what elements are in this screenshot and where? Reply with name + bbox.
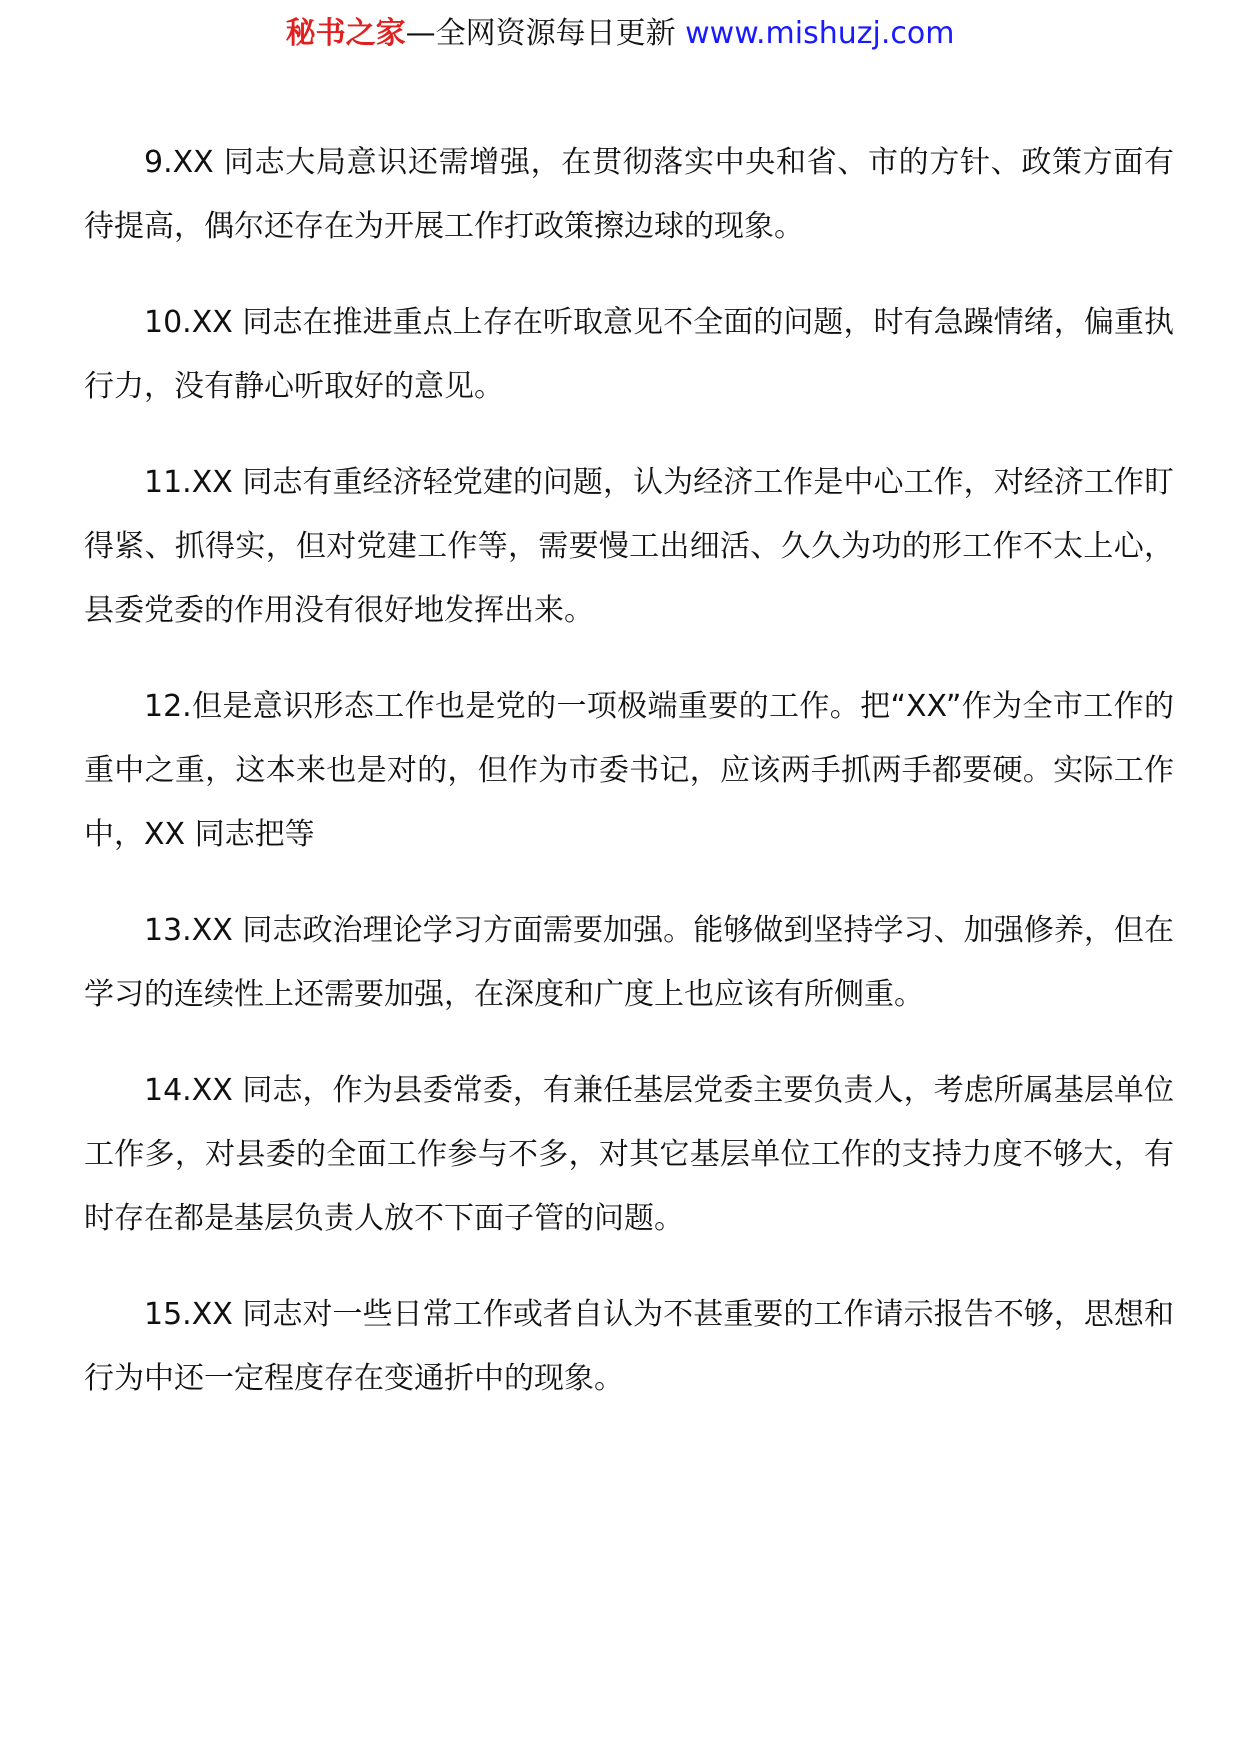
site-url-link[interactable]: www.mishuzj.com xyxy=(685,16,955,51)
paragraph-item-9: 9.XX 同志大局意识还需增强，在贯彻落实中央和省、市的方针、政策方面有待提高，偶尔还存在为开展工作打政策擦边球的现象。 xyxy=(84,145,1174,244)
paragraph-item-10: 10.XX 同志在推进重点上存在听取意见不全面的问题，时有急躁情绪，偏重执行力，没有静心听取好的意见。 xyxy=(84,305,1174,404)
document-body xyxy=(84,131,1174,1443)
paragraph-item-12: 12.但是意识形态工作也是党的一项极端重要的工作。把“XX”作为全市工作的重中之重，这本来也是对的，但作为市委书记，应该两手抓两手都要硬。实际工作中，XX 同志把等 xyxy=(84,689,1174,852)
paragraph-item-15: 15.XX 同志对一些日常工作或者自认为不甚重要的工作请示报告不够，思想和行为中还一定程度存在变通折中的现象。 xyxy=(84,1297,1174,1396)
header-tagline: —全网资源每日更新 xyxy=(405,16,686,51)
paragraph-item-11: 11.XX 同志有重经济轻党建的问题，认为经济工作是中心工作，对经济工作盯得紧、抓得实，但对党建工作等，需要慢工出细活、久久为功的形工作不太上心，县委党委的作用没有很好地发挥出来。 xyxy=(84,465,1174,628)
paragraph-item-14: 14.XX 同志，作为县委常委，有兼任基层党委主要负责人，考虑所属基层单位工作多，对县委的全面工作参与不多，对其它基层单位工作的支持力度不够大，有时存在都是基层负责人放不下面子管的问题。 xyxy=(84,1073,1174,1236)
brand-name: 秘书之家 xyxy=(285,16,406,51)
paragraph-item-13: 13.XX 同志政治理论学习方面需要加强。能够做到坚持学习、加强修养，但在学习的连续性上还需要加强，在深度和广度上也应该有所侧重。 xyxy=(84,913,1174,1012)
page-header xyxy=(0,14,1240,54)
